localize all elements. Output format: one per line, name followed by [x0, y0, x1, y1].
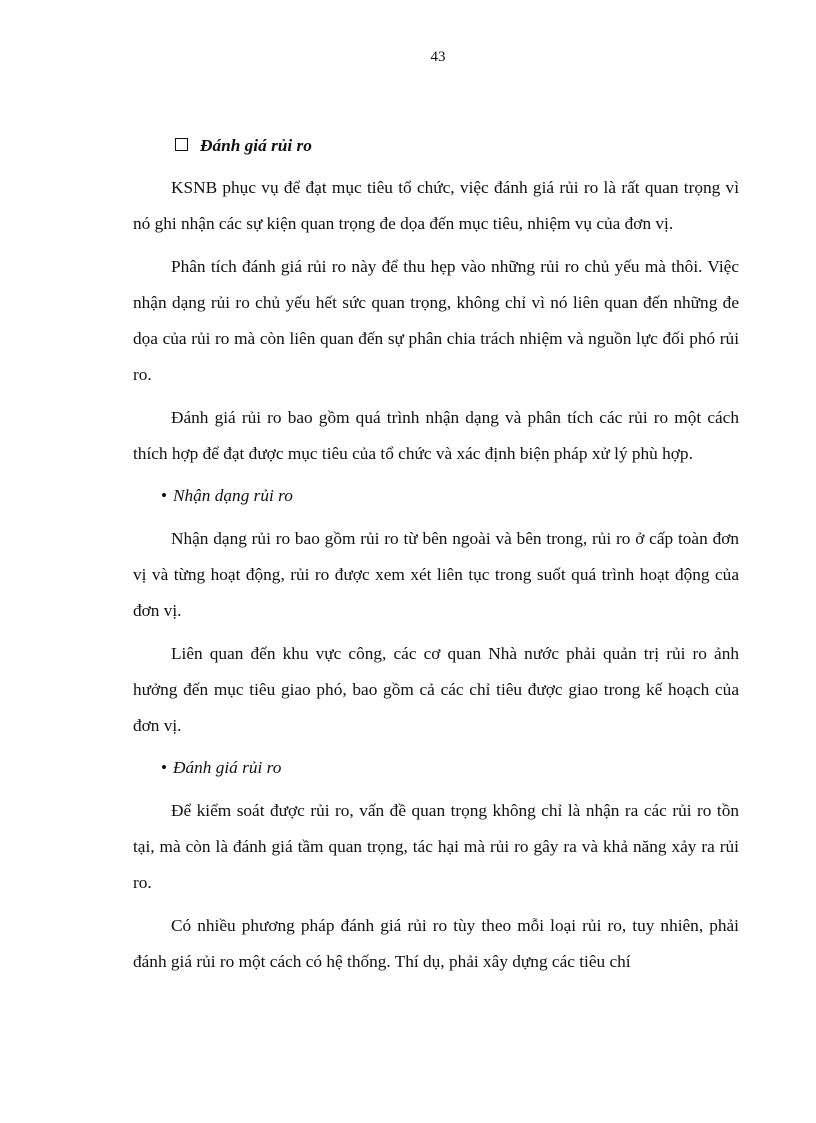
page-number: 43: [430, 49, 446, 65]
bullet-icon: •: [161, 758, 168, 778]
paragraph-intro-2: Phân tích đánh giá rủi ro này để thu hẹp vào những rủi ro chủ yếu mà thôi. Việc nhận dạng rủi ro chủ yếu hết sức quan trọng, không chỉ vì nó liên quan đến những đe dọa của rủi ro mà còn liên quan đến sự phân chia trách nhiệm và nguồn lực đối phó rủi ro.: [133, 256, 739, 385]
paragraph-intro-3: Đánh giá rủi ro bao gồm quá trình nhận dạng và phân tích các rủi ro một cách thích hợp để đạt được mục tiêu của tổ chức và xác định biện pháp xử lý phù hợp.: [133, 407, 739, 464]
section-heading-text: Đánh giá rủi ro: [200, 136, 312, 155]
paragraph-assessment-1: Để kiểm soát được rủi ro, vấn đề quan trọng không chỉ là nhận ra các rủi ro tồn tại, mà còn là đánh giá tầm quan trọng, tác hại mà rủi ro gây ra và khả năng xảy ra rủi ro.: [133, 800, 739, 893]
bullet-icon: •: [161, 486, 168, 506]
subheading-risk-assessment: [133, 750, 739, 786]
document-body: [133, 128, 739, 986]
checkbox-square-icon: [175, 138, 188, 151]
section-heading: [133, 128, 739, 164]
subheading-risk-assessment-text: Đánh giá rủi ro: [173, 758, 282, 778]
paragraph-intro-1: KSNB phục vụ để đạt mục tiêu tổ chức, việc đánh giá rủi ro là rất quan trọng vì nó ghi nhận các sự kiện quan trọng đe dọa đến mục tiêu, nhiệm vụ của đơn vị.: [133, 178, 739, 234]
paragraph-assessment-2: Có nhiều phương pháp đánh giá rủi ro tùy theo mỗi loại rủi ro, tuy nhiên, phải đánh giá rủi ro một cách có hệ thống. Thí dụ, phải xây dựng các tiêu chí: [133, 915, 739, 971]
paragraph-identification-2: Liên quan đến khu vực công, các cơ quan Nhà nước phải quản trị rủi ro ảnh hưởng đến mục tiêu giao phó, bao gồm cả các chỉ tiêu được giao trong kế hoạch của đơn vị.: [133, 643, 739, 736]
subheading-risk-identification: [133, 478, 739, 514]
subheading-risk-identification-text: Nhận dạng rủi ro: [173, 486, 293, 506]
paragraph-identification-1: Nhận dạng rủi ro bao gồm rủi ro từ bên ngoài và bên trong, rủi ro ở cấp toàn đơn vị và từng hoạt động, rủi ro được xem xét liên tục trong suốt quá trình hoạt động của đơn vị.: [133, 528, 739, 621]
